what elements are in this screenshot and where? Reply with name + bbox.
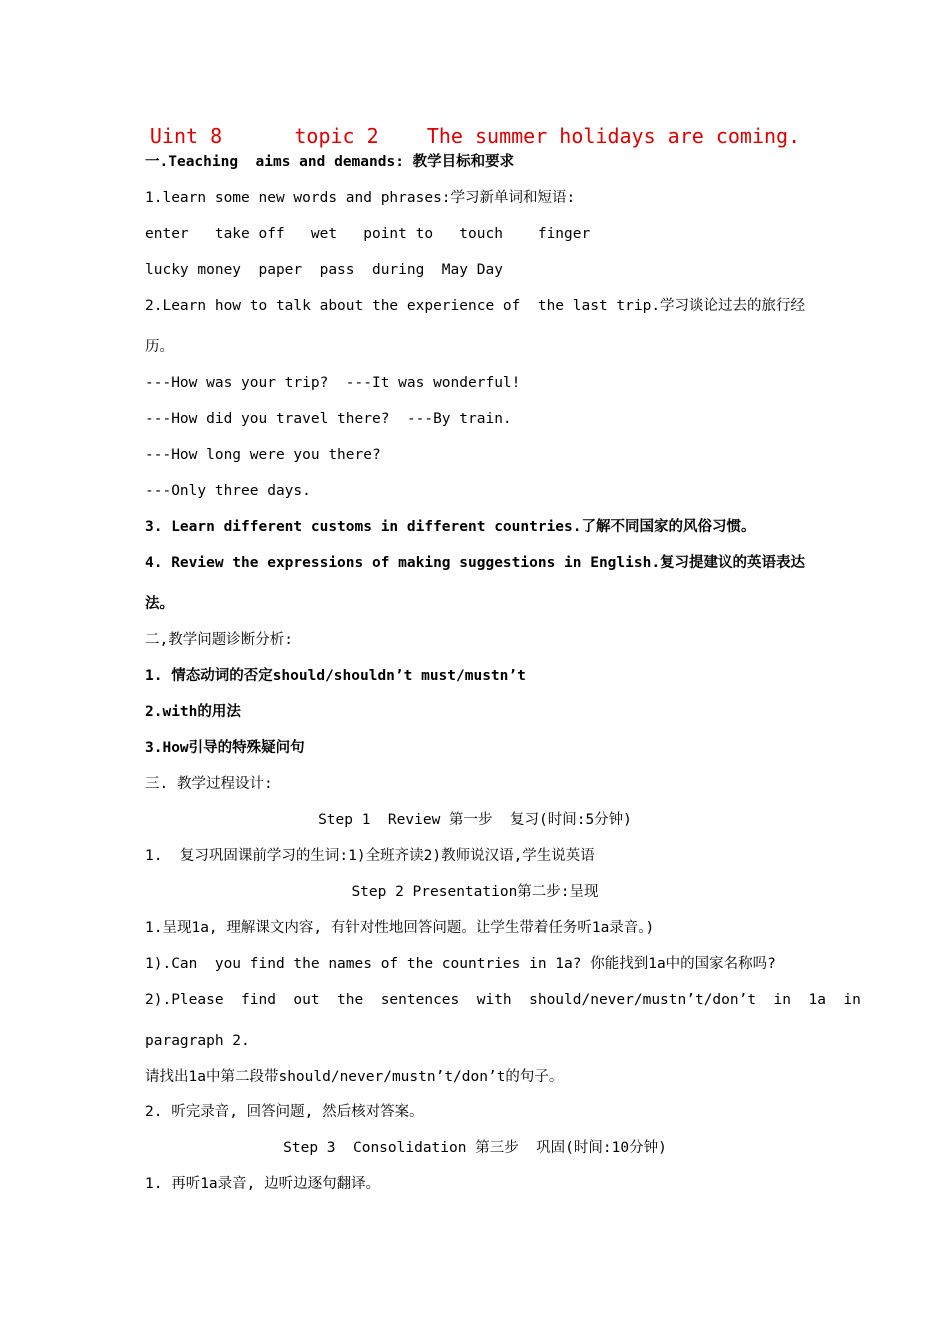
step-2-question-2-chinese: 请找出1a中第二段带should/never/mustn’t/don’t的句子。 [145,1069,564,1085]
step-3-item-1: 1. 再听1a录音, 边听边逐句翻译。 [145,1176,381,1192]
vocabulary-line-2: lucky money paper pass during May Day [145,262,503,278]
dialogue-line-4: ---Only three days. [145,483,311,499]
section-heading-process: 三. 教学过程设计: [145,776,273,792]
objective-4: 4. Review the expressions of making suggestions in English.复习提建议的英语表达 [145,555,806,571]
objective-2: 2.Learn how to talk about the experience of the last trip.学习谈论过去的旅行经 [145,298,806,314]
step-2-item-1: 1.呈现1a, 理解课文内容, 有针对性地回答问题。让学生带着任务听1a录音。) [145,920,655,936]
document-title: Uint 8 topic 2 The summer holidays are coming. [149,124,801,148]
step-2-question-1: 1).Can you find the names of the countries in 1a? 你能找到1a中的国家名称吗? [145,956,776,972]
dialogue-line-1: ---How was your trip? ---It was wonderful! [145,375,521,391]
analysis-item-2: 2.with的用法 [145,704,241,720]
step-1-heading: Step 1 Review 第一步 复习(时间:5分钟) [318,812,632,828]
analysis-item-1: 1. 情态动词的否定should/shouldn’t must/mustn’t [145,668,526,684]
step-1-item-1: 1. 复习巩固课前学习的生词:1)全班齐读2)教师说汉语,学生说英语 [145,848,595,864]
section-heading-aims: 一.Teaching aims and demands: 教学目标和要求 [145,154,515,170]
step-2-question-2-continued: paragraph 2. [145,1033,250,1049]
analysis-item-3: 3.How引导的特殊疑问句 [145,740,305,756]
objective-4-continued: 法。 [145,596,174,612]
step-3-heading: Step 3 Consolidation 第三步 巩固(时间:10分钟) [283,1140,667,1156]
vocabulary-line-1: enter take off wet point to touch finger [145,226,591,242]
dialogue-line-2: ---How did you travel there? ---By train. [145,411,512,427]
objective-2-continued: 历。 [145,339,174,355]
objective-3: 3. Learn different customs in different countries.了解不同国家的风俗习惯。 [145,519,756,535]
step-2-question-2: 2).Please find out the sentences with should/never/mustn’t/don’t in 1a in [145,992,861,1008]
dialogue-line-3: ---How long were you there? [145,447,381,463]
objective-1: 1.learn some new words and phrases:学习新单词和短语: [145,190,576,206]
step-2-heading: Step 2 Presentation第二步:呈现 [351,884,599,900]
step-2-item-2: 2. 听完录音, 回答问题, 然后核对答案。 [145,1104,424,1120]
section-heading-analysis: 二,教学问题诊断分析: [145,632,293,648]
